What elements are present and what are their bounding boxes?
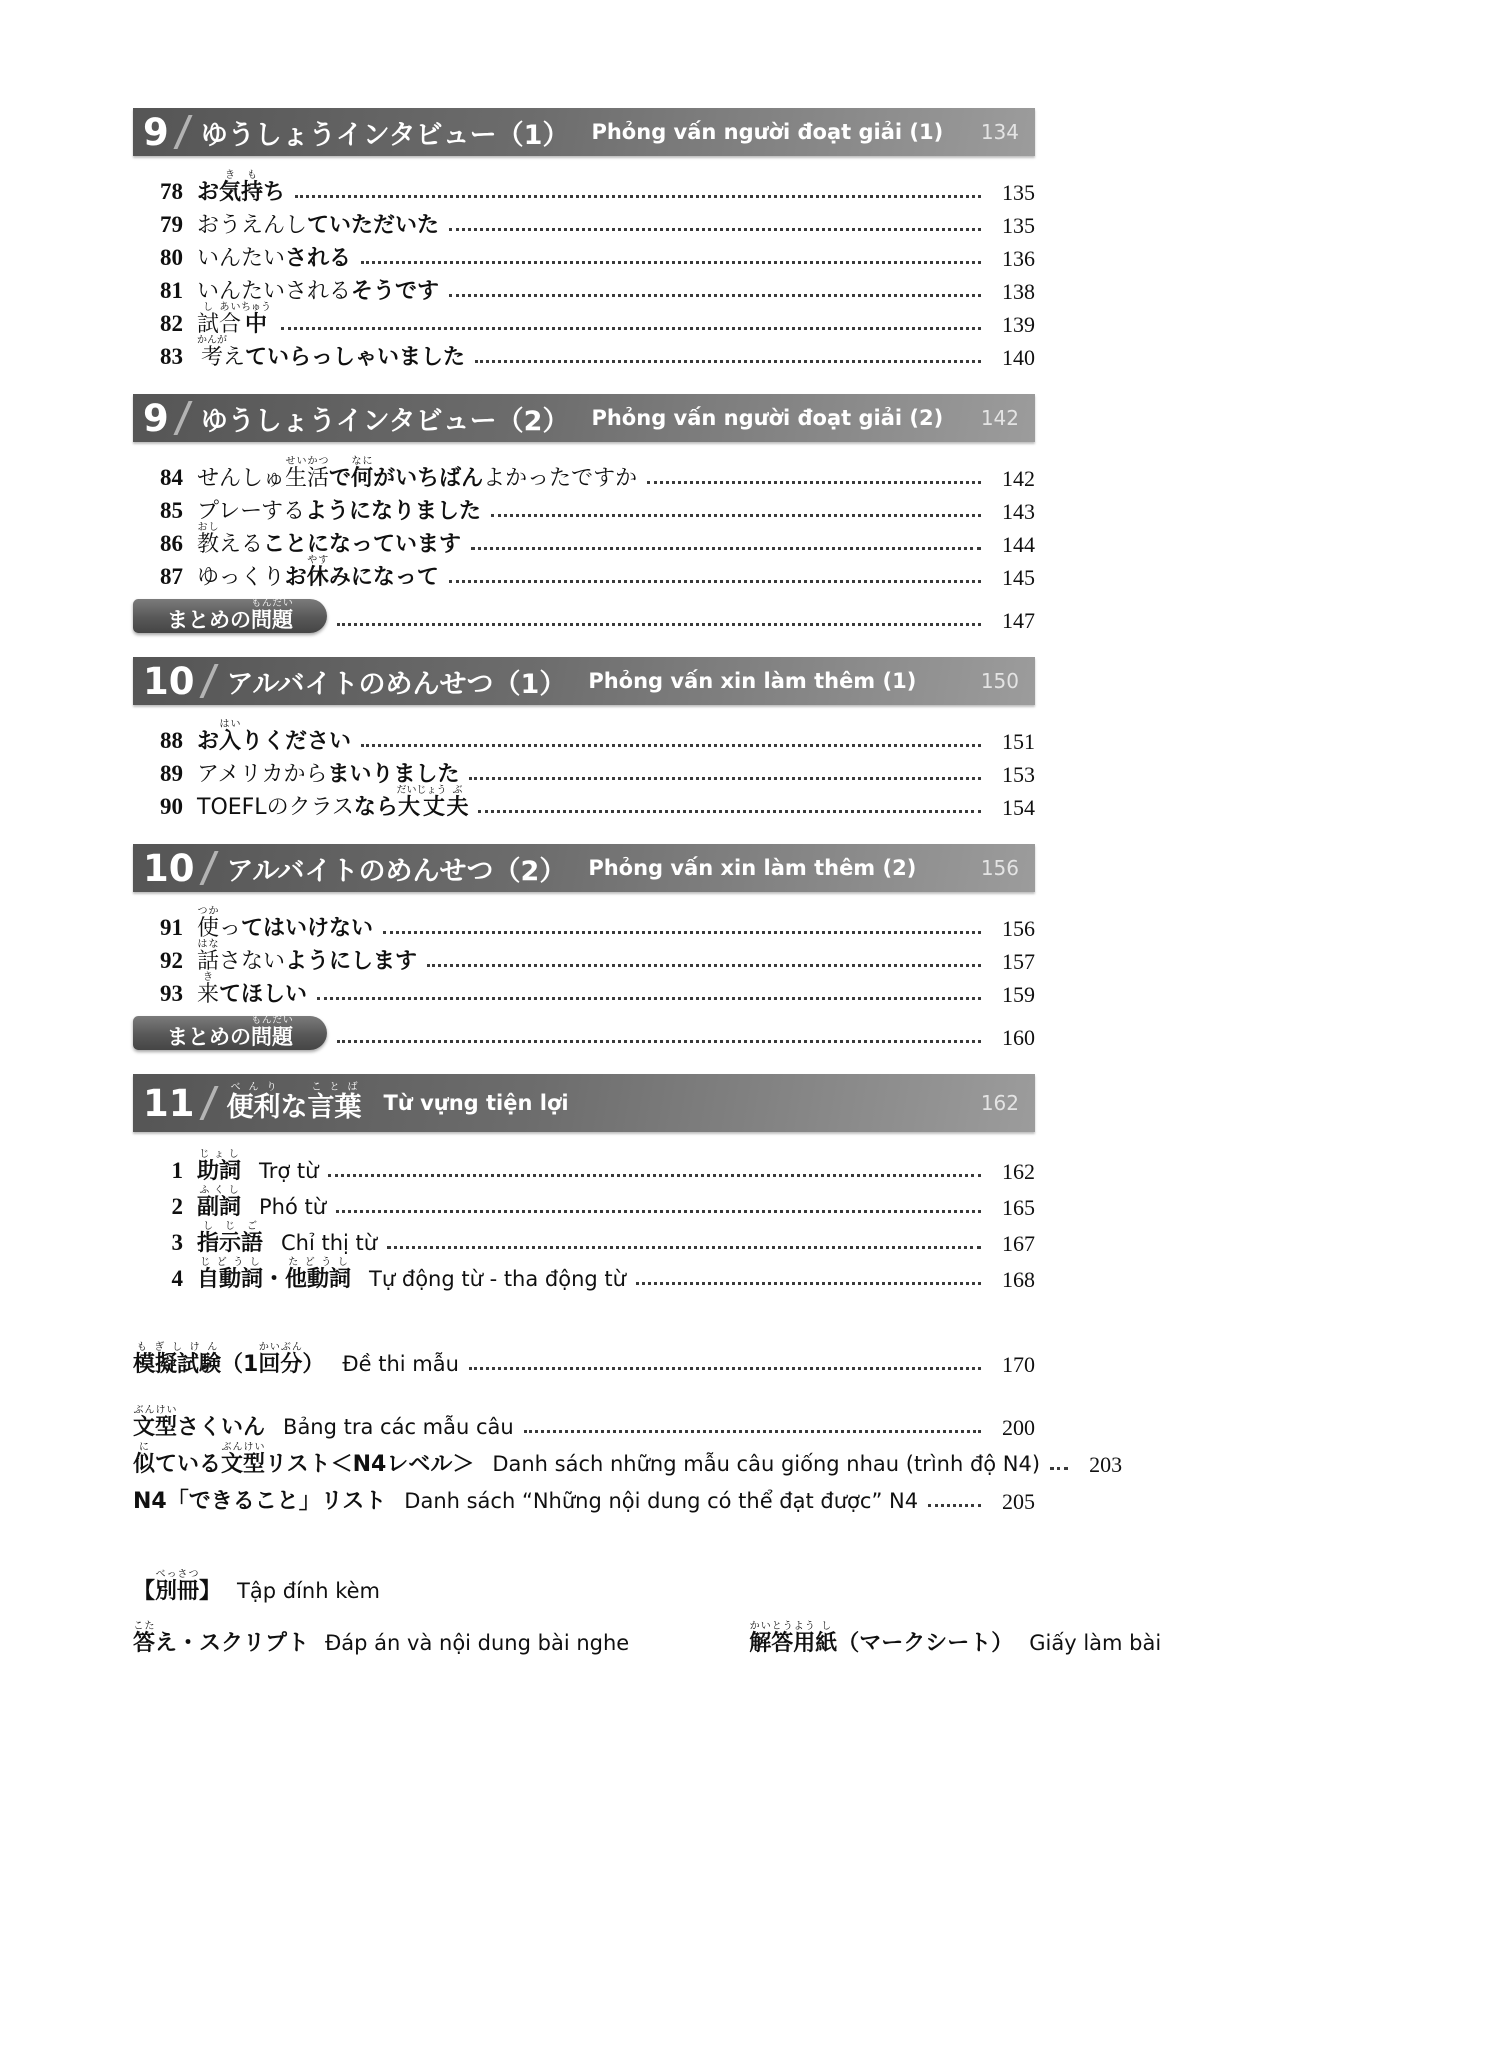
dotted-leader <box>383 931 981 934</box>
dotted-leader <box>295 195 981 198</box>
item-title-vi: Phó từ <box>259 1194 327 1219</box>
item-title-jp <box>197 456 637 491</box>
item-title-jp <box>197 719 351 754</box>
item-title-vi: Trợ từ <box>259 1158 319 1183</box>
section-page-number: 162 <box>980 1091 1019 1115</box>
toc-item <box>133 169 1035 205</box>
item-page-number: 145 <box>1002 564 1035 590</box>
item-page-number: 157 <box>1002 948 1035 974</box>
item-number: 2 <box>171 1193 183 1219</box>
item-title-vi: Đề thi mẫu <box>342 1351 459 1376</box>
item-title-jp <box>197 762 459 787</box>
text-segment: ていらっしゃいました <box>245 344 466 370</box>
text-segment: 】 <box>199 1578 222 1604</box>
ruby-text: 便利べんり <box>226 1082 281 1123</box>
item-number: 79 <box>160 211 183 237</box>
ruby-text: 中ちゅう <box>241 301 272 337</box>
banner-slash-icon <box>199 851 218 885</box>
item-number: 87 <box>160 563 183 589</box>
toc-item <box>133 938 1035 974</box>
item-title-vi: Chỉ thị từ <box>281 1230 378 1255</box>
item-page-number: 203 <box>1089 1451 1123 1477</box>
toc-item <box>133 205 1035 238</box>
section-banner <box>133 844 1035 892</box>
text-segment: アルバイトのめんせつ（2） <box>226 855 567 887</box>
text-segment: TOEFLのクラス <box>197 794 354 820</box>
item-page-number: 140 <box>1002 344 1035 370</box>
toc-item <box>133 554 1035 590</box>
toc-item <box>133 455 1035 491</box>
text-segment: ことになっています <box>263 531 462 557</box>
appendix-title-vi: Đáp án và nội dung bài nghe <box>325 1630 630 1655</box>
item-title-jp <box>197 785 468 820</box>
dotted-leader <box>491 514 981 517</box>
item-title-jp <box>197 335 465 370</box>
appendix-title-vi: Tập đính kèm <box>237 1578 380 1603</box>
section-title-jp <box>201 113 570 152</box>
section-banner <box>133 108 1035 156</box>
dotted-leader <box>469 777 981 780</box>
item-number: 3 <box>171 1229 183 1255</box>
ruby-text: 副詞ふくし <box>197 1184 242 1220</box>
item-page-number: 160 <box>1002 1024 1035 1050</box>
item-page-number: 144 <box>1002 531 1035 557</box>
section-title-vi: Phỏng vấn xin làm thêm (1) <box>588 669 917 693</box>
banner-slash-icon <box>199 664 218 698</box>
dotted-leader <box>337 1040 981 1043</box>
dotted-leader <box>361 261 981 264</box>
text-segment: まとめの <box>167 608 251 633</box>
ruby-text: 来き <box>197 971 220 1007</box>
appendix-title-jp <box>749 1621 1013 1656</box>
section-banner <box>133 1074 1035 1132</box>
item-page-number: 168 <box>1002 1266 1035 1292</box>
text-segment: え・スクリプト <box>155 1630 310 1656</box>
section-page-number: 134 <box>980 120 1019 144</box>
item-page-number: 170 <box>1002 1351 1035 1377</box>
item-title-jp <box>197 555 439 590</box>
ruby-text: 気き <box>219 169 242 205</box>
dotted-leader <box>928 1504 981 1507</box>
item-page-number: 151 <box>1002 728 1035 754</box>
item-page-number: 139 <box>1002 311 1035 337</box>
toc-item <box>133 491 1035 524</box>
toc-item <box>133 238 1035 271</box>
section-number: 10 <box>143 846 195 890</box>
item-page-number: 162 <box>1002 1158 1035 1184</box>
item-number: 86 <box>160 530 183 556</box>
section-page-number: 150 <box>980 669 1019 693</box>
ruby-text: 模擬試験もぎしけん <box>133 1341 222 1377</box>
ruby-text: 休やす <box>306 554 329 590</box>
section-title-jp <box>227 849 567 888</box>
dotted-leader <box>328 1174 981 1177</box>
text-segment: そうです <box>351 278 440 304</box>
ruby-text: 入はい <box>219 718 242 754</box>
summary-problems-label <box>167 598 293 633</box>
item-title-jp <box>197 213 439 238</box>
item-page-number: 143 <box>1002 498 1035 524</box>
ruby-text: 話はな <box>197 938 220 974</box>
text-segment: ゆうしょうインタビュー（1） <box>200 119 570 151</box>
item-number: 80 <box>160 244 183 270</box>
item-number: 93 <box>160 980 183 1006</box>
toc-item <box>133 271 1035 304</box>
ruby-text: 紙し <box>815 1620 838 1656</box>
section-banner <box>133 657 1035 705</box>
text-segment: な <box>280 1092 308 1123</box>
toc-item <box>133 334 1035 370</box>
item-number: 83 <box>160 343 183 369</box>
toc-item <box>133 1184 1035 1220</box>
ruby-text: 助詞じょし <box>197 1148 242 1184</box>
text-segment: が <box>373 465 396 491</box>
ruby-text: 問もん <box>251 1015 272 1050</box>
item-title-jp <box>197 939 417 974</box>
item-page-number: 159 <box>1002 981 1035 1007</box>
item-title-vi: Danh sách những mẫu câu giống nhau (trình độ N4) <box>492 1451 1041 1476</box>
text-segment: いんたいされる <box>197 278 352 304</box>
dotted-leader <box>449 294 981 297</box>
text-segment: ） <box>302 1351 325 1377</box>
text-segment: える <box>219 531 264 557</box>
text-segment: （マークシート） <box>837 1630 1014 1656</box>
appendix-title-vi: Giấy làm bài <box>1029 1630 1162 1655</box>
dotted-leader <box>281 327 981 330</box>
appendix-title-jp <box>133 1621 309 1656</box>
toc-item <box>133 301 1035 337</box>
dotted-leader <box>449 228 981 231</box>
ruby-text: 文型ぶんけい <box>133 1404 178 1440</box>
dotted-leader <box>647 481 981 484</box>
item-page-number: 154 <box>1002 794 1035 820</box>
section-title-vi: Phỏng vấn xin làm thêm (2) <box>588 856 917 880</box>
section-title-vi: Phỏng vấn người đoạt giải (1) <box>591 120 944 144</box>
summary-problems-pill <box>133 599 327 633</box>
summary-problems-row <box>133 593 1035 633</box>
section-number: 10 <box>143 659 195 703</box>
item-number: 90 <box>160 793 183 819</box>
dotted-leader <box>337 623 981 626</box>
text-segment: なら <box>353 794 398 820</box>
text-segment: まいりました <box>327 761 460 787</box>
ruby-text: 自動詞じどうし <box>197 1256 264 1292</box>
toc-item <box>133 1440 1123 1477</box>
summary-problems-label <box>167 1015 293 1050</box>
section-title-jp <box>227 1082 362 1124</box>
item-page-number: 142 <box>1002 465 1035 491</box>
toc-item <box>133 905 1035 941</box>
text-segment: ・ <box>263 1266 286 1292</box>
item-number: 81 <box>160 277 183 303</box>
section-number: 9 <box>143 396 169 440</box>
text-segment: せんしゅ <box>197 465 286 491</box>
text-segment: りください <box>241 728 352 754</box>
answer-script-entry <box>133 1621 629 1656</box>
dotted-leader <box>449 580 981 583</box>
item-title-jp <box>133 1442 474 1477</box>
text-segment: リスト＜N4レベル＞ <box>265 1451 475 1477</box>
section-number: 9 <box>143 110 169 154</box>
dotted-leader <box>524 1430 981 1433</box>
item-number: 91 <box>160 914 183 940</box>
ruby-text: 題だい <box>272 1015 293 1050</box>
ruby-text: 生活せいかつ <box>285 455 330 491</box>
dotted-leader <box>427 964 981 967</box>
item-title-jp <box>197 972 307 1007</box>
banner-slash-icon <box>173 401 192 435</box>
text-segment: ち <box>263 179 286 205</box>
item-title-jp <box>197 1149 241 1184</box>
text-segment: ゆうしょうインタビュー（2） <box>200 405 570 437</box>
text-segment: 【 <box>133 1578 156 1604</box>
item-title-jp <box>197 302 271 337</box>
item-title-jp <box>197 170 285 205</box>
item-number: 88 <box>160 727 183 753</box>
dotted-leader <box>336 1210 981 1213</box>
text-segment: ようになりました <box>305 498 482 524</box>
toc-item <box>133 1340 1035 1377</box>
item-title-jp <box>197 499 481 524</box>
toc-item <box>133 784 1035 820</box>
ruby-text: 持も <box>241 169 264 205</box>
text-segment: まとめの <box>167 1025 251 1050</box>
section-title-jp <box>227 662 567 701</box>
section-page-number: 142 <box>980 406 1019 430</box>
item-number: 78 <box>160 178 183 204</box>
summary-problems-pill <box>133 1016 327 1050</box>
appendix-line <box>133 1614 1162 1656</box>
text-segment: プレーする <box>197 498 306 524</box>
text-segment: いちばん <box>395 465 484 491</box>
ruby-text: 文型ぶんけい <box>221 1441 266 1477</box>
text-segment: お <box>197 728 220 754</box>
answer-sheet-entry <box>749 1621 1161 1656</box>
text-segment: ていただいた <box>307 212 440 238</box>
section-banner <box>133 394 1035 442</box>
ruby-text: 夫ぶ <box>446 784 469 820</box>
ruby-text: 他動詞たどうし <box>285 1256 352 1292</box>
text-segment: アメリカから <box>197 761 328 787</box>
ruby-text: 試し <box>197 301 220 337</box>
text-segment: みになって <box>328 564 439 590</box>
dotted-leader <box>471 547 981 550</box>
toc-item <box>133 971 1035 1007</box>
ruby-text: 使つか <box>197 905 220 941</box>
dotted-leader <box>317 997 981 1000</box>
ruby-text: 答こた <box>133 1620 156 1656</box>
dotted-leader <box>387 1246 981 1249</box>
dotted-leader <box>361 744 981 747</box>
item-page-number: 156 <box>1002 915 1035 941</box>
appendix-title <box>133 1569 380 1604</box>
toc-item <box>133 754 1035 787</box>
item-title-jp <box>197 1221 263 1256</box>
text-segment: っ <box>219 915 242 941</box>
text-segment: さない <box>219 948 286 974</box>
ruby-text: 別冊べっさつ <box>155 1568 200 1604</box>
ruby-text: 題だい <box>272 598 293 633</box>
item-page-number: 205 <box>1002 1488 1035 1514</box>
item-title-jp <box>197 906 373 941</box>
item-number: 4 <box>171 1265 183 1291</box>
text-segment: え <box>223 344 246 370</box>
text-segment: いんたい <box>197 245 286 271</box>
item-number: 84 <box>160 464 183 490</box>
summary-problems-row <box>133 1010 1035 1050</box>
item-page-number: 136 <box>1002 245 1035 271</box>
toc-item <box>133 521 1035 557</box>
dotted-leader <box>636 1282 981 1285</box>
item-title-jp <box>197 279 439 304</box>
text-segment: N4「できること」リスト <box>133 1488 387 1514</box>
ruby-text: 回分かいぶん <box>258 1341 303 1377</box>
toc-item <box>133 1256 1035 1292</box>
text-segment: （1 <box>221 1351 259 1377</box>
dotted-leader <box>1050 1467 1068 1470</box>
text-segment: お <box>197 179 220 205</box>
section-page-number: 156 <box>980 856 1019 880</box>
item-title-vi: Danh sách “Những nội dung có thể đạt được” N4 <box>404 1488 919 1513</box>
item-page-number: 135 <box>1002 179 1035 205</box>
text-segment: てほしい <box>219 981 308 1007</box>
item-title-vi: Bảng tra các mẫu câu <box>283 1414 514 1439</box>
text-segment: おうえんし <box>197 212 308 238</box>
toc-content <box>133 108 1162 1656</box>
toc-item <box>133 1148 1035 1184</box>
item-title-jp <box>133 1405 265 1440</box>
ruby-text: 大丈だいじょう <box>396 784 447 820</box>
text-segment: ゆっくり <box>197 564 285 590</box>
ruby-text: 指示語しじご <box>197 1220 264 1256</box>
item-title-jp <box>133 1342 324 1377</box>
ruby-text: 合あい <box>219 301 242 337</box>
text-segment: てはいけない <box>241 915 374 941</box>
item-page-number: 167 <box>1002 1230 1035 1256</box>
item-number: 1 <box>171 1157 183 1183</box>
toc-item <box>133 1477 1035 1514</box>
text-segment: さくいん <box>177 1414 266 1440</box>
banner-slash-icon <box>199 1086 218 1120</box>
item-page-number: 135 <box>1002 212 1035 238</box>
ruby-text: 言葉ことば <box>307 1082 362 1123</box>
item-title-vi: Tự động từ - tha động từ <box>369 1266 626 1291</box>
appendix-line <box>133 1562 1035 1604</box>
item-page-number: 153 <box>1002 761 1035 787</box>
item-number: 85 <box>160 497 183 523</box>
section-number: 11 <box>143 1081 195 1125</box>
dotted-leader <box>475 360 981 363</box>
item-page-number: 165 <box>1002 1194 1035 1220</box>
item-page-number: 200 <box>1002 1414 1035 1440</box>
text-segment: アルバイトのめんせつ（1） <box>226 668 567 700</box>
item-number: 92 <box>160 947 183 973</box>
toc-item <box>133 1403 1035 1440</box>
item-title-jp <box>197 522 461 557</box>
ruby-text: 似に <box>133 1441 156 1477</box>
dotted-leader <box>469 1367 981 1370</box>
item-title-jp <box>197 1257 351 1292</box>
section-title-vi: Từ vựng tiện lợi <box>383 1091 569 1115</box>
text-segment: よかったですか <box>483 465 638 491</box>
ruby-text: 問もん <box>251 598 272 633</box>
text-segment: ようにします <box>285 948 418 974</box>
item-number: 89 <box>160 760 183 786</box>
text-segment: される <box>285 245 352 271</box>
appendix-title-jp <box>133 1569 221 1604</box>
ruby-text: 教おし <box>197 521 220 557</box>
toc-item <box>133 718 1035 754</box>
item-title-jp <box>133 1489 386 1514</box>
banner-slash-icon <box>173 115 192 149</box>
toc-item <box>133 1220 1035 1256</box>
ruby-text: 考かんが <box>197 334 227 370</box>
section-title-vi: Phỏng vấn người đoạt giải (2) <box>591 406 944 430</box>
item-page-number: 138 <box>1002 278 1035 304</box>
ruby-text: 解答用かいとうよう <box>749 1620 816 1656</box>
ruby-text: 何なに <box>351 455 374 491</box>
item-title-jp <box>197 246 351 271</box>
item-number: 82 <box>160 310 183 336</box>
text-segment: で <box>329 465 352 491</box>
dotted-leader <box>478 810 981 813</box>
section-title-jp <box>201 399 570 438</box>
item-page-number: 147 <box>1002 607 1035 633</box>
text-segment: お <box>284 564 307 590</box>
item-title-jp <box>197 1185 241 1220</box>
text-segment: ている <box>155 1451 222 1477</box>
